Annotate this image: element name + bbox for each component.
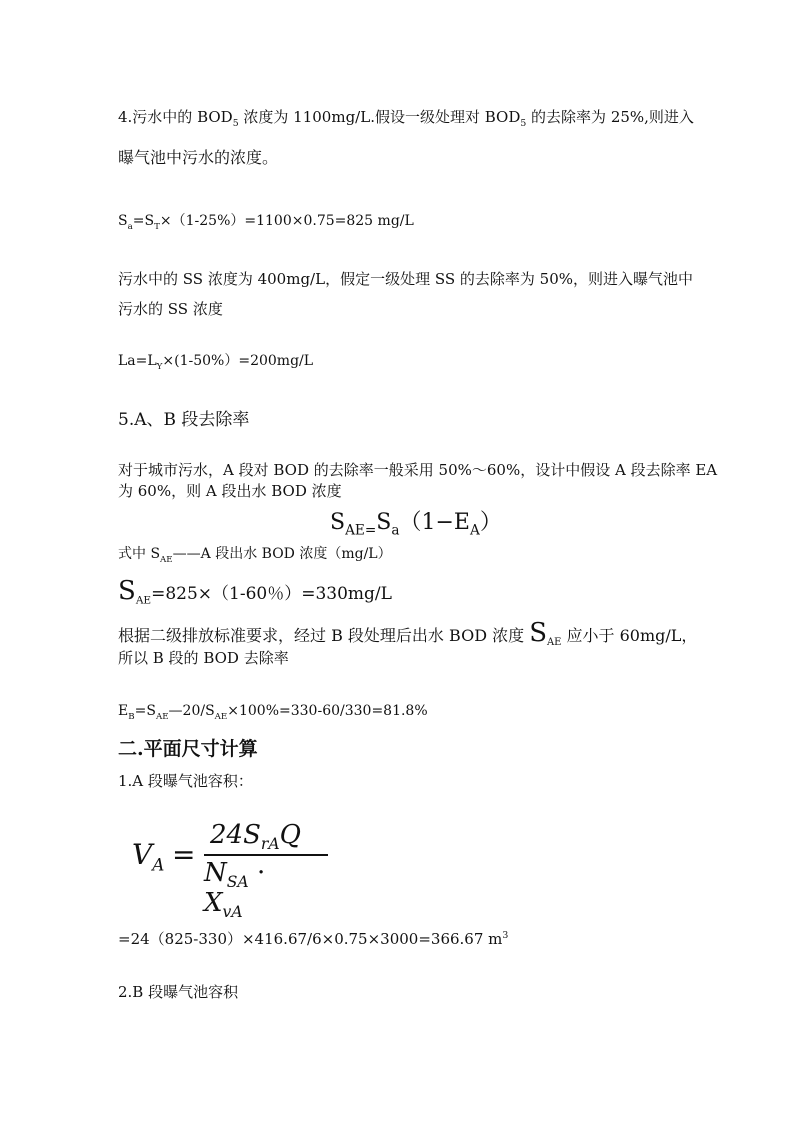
subsection-1-title: 1.A 段曝气池容积：: [118, 772, 253, 790]
requirement-line-2: 所以 B 段的 BOD 去除率: [118, 649, 289, 667]
p4-line-2: 曝气池中污水的浓度。: [118, 148, 279, 167]
calc-line: =24（825-330）×416.67/6×0.75×3000=366.67 $m^3$: [118, 930, 509, 948]
ss-line-2: 污水的 SS 浓度: [118, 300, 223, 318]
fraction-bar: [204, 854, 328, 856]
p4-line-1: 4.污水中的 $BOD_5$ 浓度为 1100mg/L.假设一级处理对 $BOD_5$ 的去除率为 25%,则进入: [118, 108, 694, 129]
equation-sae: $S_{AE=}S_a(1-E_A)$: [330, 510, 502, 539]
requirement-line-1: 根据二级排放标准要求，经过 B 段处理后出水 BOD 浓度 $S_{AE}$ 应小于 60mg/L，: [118, 618, 698, 649]
ss-line-1: 污水中的 SS 浓度为 400mg/L，假定一级处理 SS 的去除率为 50%，则进入曝气池中: [118, 270, 693, 288]
equation-sa: $S_a=S_T\times(1-25\%)=1100\times 0.75=825$ mg/L: [118, 213, 414, 232]
subsection-2-title: 2.B 段曝气池容积: [118, 983, 239, 1001]
definition-line: 式中 $S_{AE}——A$ 段出水 BOD 浓度（mg/L）: [118, 546, 392, 565]
formula-va: $V_A$ = $24S_{rA}Q$ $N_{SA} \cdot X_{vA}$: [132, 820, 312, 886]
equation-la: $La=L_Y\times(1-50\%)=200mg/L$: [118, 353, 314, 372]
p5-line-1: 对于城市污水，A 段对 BOD 的去除率一般采用 50%～60%，设计中假设 A 段去除率 EA: [118, 461, 718, 479]
formula-numerator: $24S_{rA}Q$: [210, 820, 301, 854]
section-2-title: 二.平面尺寸计算: [118, 738, 258, 760]
p5-line-2: 为 60%，则 A 段出水 BOD 浓度: [118, 482, 342, 500]
equation-eb: $E_B=S_{AE}—20/S_{AE}\times 100\%=330-60/330=81.8\%$: [118, 703, 428, 722]
equation-sae-value: $S_{AE}=825\times(1-60$％）=330mg/L: [118, 576, 392, 607]
formula-denominator: $N_{SA} \cdot X_{vA}$: [204, 858, 266, 922]
section-5-title: 5.A、B 段去除率: [118, 410, 250, 430]
